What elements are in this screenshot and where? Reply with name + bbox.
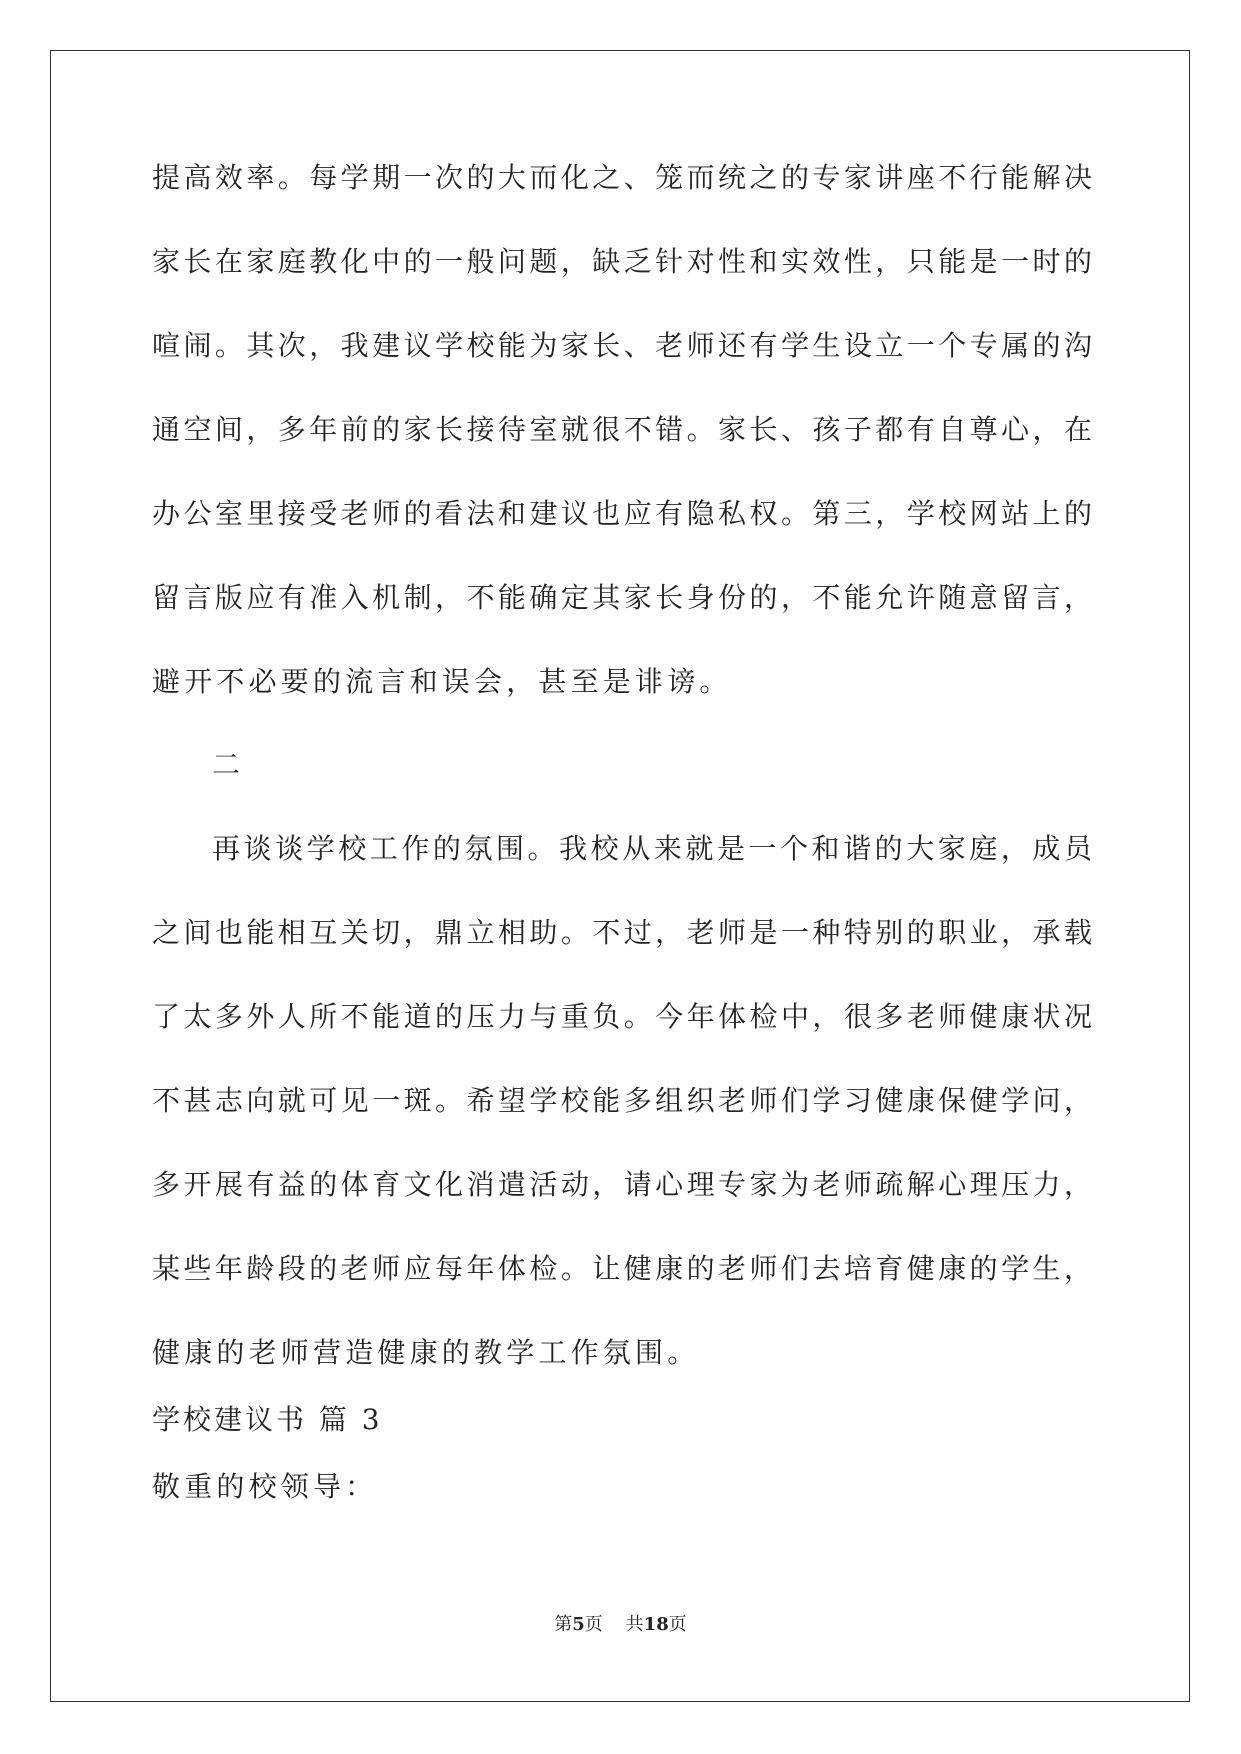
page-suffix: 页	[584, 1614, 603, 1635]
page-prefix: 第	[554, 1614, 573, 1635]
section-number: 二	[212, 748, 245, 781]
body-line-6: 留言版应有准入机制，不能确定其家长身份的，不能允许随意留言，	[152, 581, 1092, 614]
body-line-11: 不甚志向就可见一斑。希望学校能多组织老师们学习健康保健学问，	[152, 1084, 1092, 1117]
section-heading: 学校建议书 篇 3	[152, 1403, 383, 1436]
total-pages: 18	[643, 1614, 669, 1635]
page-number: 5	[572, 1614, 585, 1635]
body-line-13: 某些年龄段的老师应每年体检。让健康的老师们去培育健康的学生，	[152, 1252, 1092, 1285]
body-line-9: 之间也能相互关切，鼎立相助。不过，老师是一种特别的职业，承载	[152, 916, 1092, 949]
page-border	[50, 50, 1190, 1702]
body-line-12: 多开展有益的体育文化消遣活动，请心理专家为老师疏解心理压力，	[152, 1168, 1092, 1201]
body-line-1: 提高效率。每学期一次的大而化之、笼而统之的专家讲座不行能解决	[152, 161, 1092, 194]
body-line-8: 再谈谈学校工作的氛围。我校从来就是一个和谐的大家庭，成员	[212, 832, 1092, 865]
body-line-2: 家长在家庭教化中的一般问题，缺乏针对性和实效性，只能是一时的	[152, 245, 1092, 278]
body-line-3: 喧闹。其次，我建议学校能为家长、老师还有学生设立一个专属的沟	[152, 329, 1092, 362]
body-line-4: 通空间，多年前的家长接待室就很不错。家长、孩子都有自尊心，在	[152, 413, 1092, 446]
body-line-7: 避开不必要的流言和误会，甚至是诽谤。	[152, 665, 732, 698]
body-line-5: 办公室里接受老师的看法和建议也应有隐私权。第三，学校网站上的	[152, 497, 1092, 530]
total-suffix: 页	[668, 1614, 687, 1635]
total-prefix: 共	[625, 1614, 644, 1635]
body-line-14: 健康的老师营造健康的教学工作氛围。	[152, 1336, 700, 1369]
salutation: 敬重的校领导：	[152, 1470, 378, 1503]
body-line-10: 了太多外人所不能道的压力与重负。今年体检中，很多老师健康状况	[152, 1000, 1092, 1033]
page-footer	[0, 1613, 1241, 1637]
